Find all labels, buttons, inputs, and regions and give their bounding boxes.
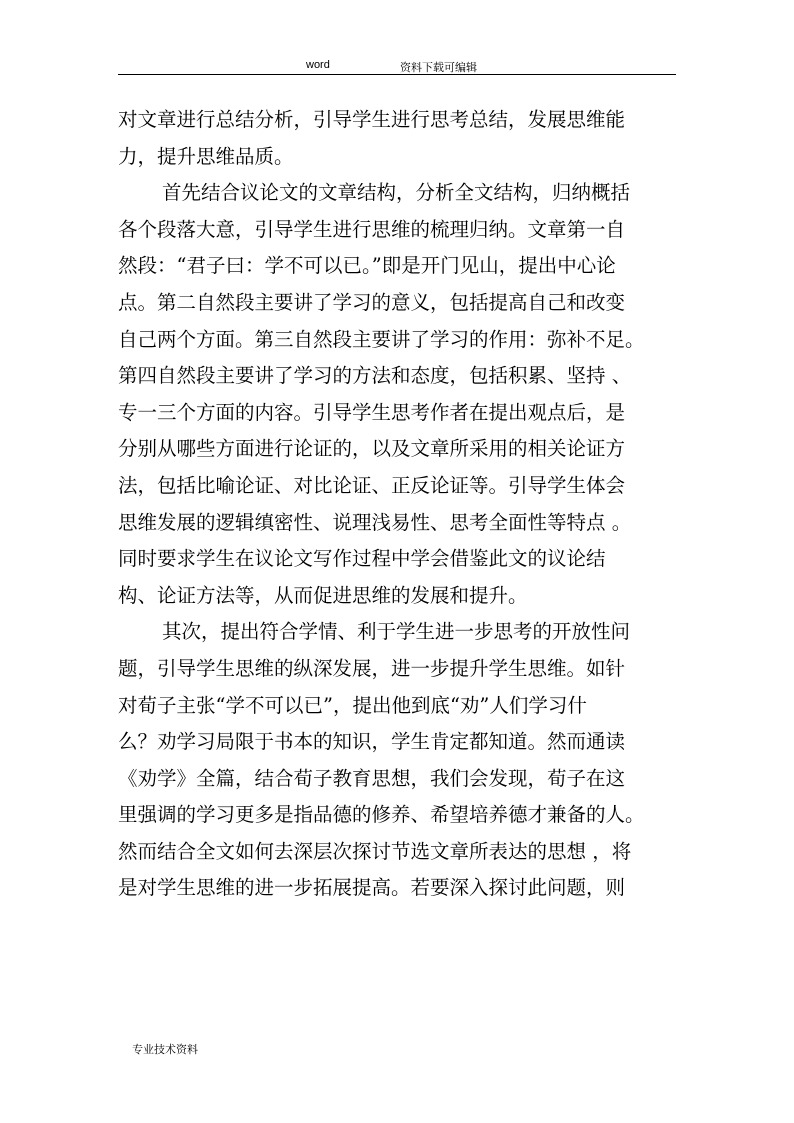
body-line: 对荀子主张“学不可以已”，提出他到底“劝”人们学习什 — [118, 693, 587, 717]
body-line: 专一三个方面的内容。引导学生思考作者在提出观点后，是 — [118, 400, 626, 424]
body-line: 构、论证方法等，从而促进思维的发展和提升。 — [118, 583, 528, 607]
body-line: 同时要求学生在议论文写作过程中学会借鉴此文的议论结 — [118, 547, 606, 571]
body-line: 各个段落大意，引导学生进行思维的梳理归纳。文章第一自 — [118, 217, 626, 241]
body-line: 思维发展的逻辑缜密性、说理浅易性、思考全面性等特点 。 — [118, 510, 632, 534]
body-line: 《劝学》全篇，结合荀子教育思想，我们会发现，荀子在这 — [118, 766, 626, 790]
body-line: 对文章进行总结分析，引导学生进行思考总结，发展思维能 — [118, 108, 626, 131]
paragraph-start-line: 其次，提出符合学情、利于学生进一步思考的开放性问 — [162, 620, 631, 644]
body-line: 然段：“君子曰：学不可以已。”即是开门见山，提出中心论 — [118, 254, 616, 278]
body-line: 然而结合全文如何去深层次探讨节选文章所表达的思想 ，将 — [118, 839, 632, 863]
body-line: 自己两个方面。第三自然段主要讲了学习的作用：弥补不足。 — [118, 327, 645, 351]
body-line: 第四自然段主要讲了学习的方法和态度，包括积累、坚持 、 — [118, 364, 632, 388]
page-header — [118, 56, 676, 75]
body-line: 题，引导学生思维的纵深发展，进一步提升学生思维。如针 — [118, 656, 626, 680]
paragraph-start-line: 首先结合议论文的文章结构，分析全文结构，归纳概括 — [162, 181, 631, 205]
document-body — [118, 102, 678, 907]
body-line: 分别从哪些方面进行论证的，以及文章所采用的相关论证方 — [118, 437, 626, 461]
page-footer: 专业技术资料 — [132, 1044, 198, 1056]
body-line: 么？劝学习局限于书本的知识，学生肯定都知道。然而通读 — [118, 730, 626, 754]
body-line: 里强调的学习更多是指品德的修养、希望培养德才兼备的人。 — [118, 803, 645, 827]
header-editable-label: 资料下载可编辑 — [400, 62, 477, 74]
header-word-label: word — [306, 59, 330, 71]
body-line: 法，包括比喻论证、对比论证、正反论证等。引导学生体会 — [118, 473, 626, 497]
body-line: 点。第二自然段主要讲了学习的意义，包括提高自己和改变 — [118, 290, 626, 314]
body-line: 是对学生思维的进一步拓展提高。若要深入探讨此问题，则 — [118, 876, 626, 900]
body-line: 力，提升思维品质。 — [118, 144, 294, 168]
